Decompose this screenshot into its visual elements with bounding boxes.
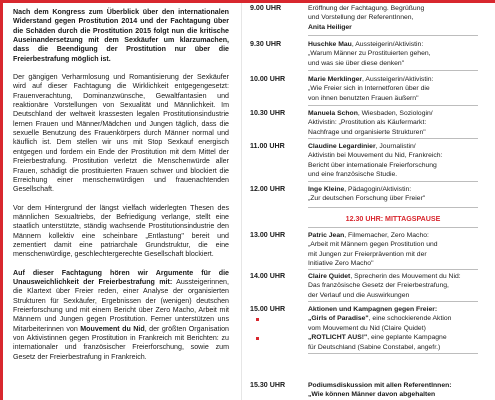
intro-paragraph-1: Der gängigen Verharmlosung und Romantisierung der Sexkäufer wird auf dieser Fachtagung die Wirklichkeit entgegengesetzt: Frauenverachtung, Dominanzwünsche, Gewaltfantasien und reaktionäre Vorstellungen von Sexualität und Männlichkeit. Im Deutschland der weltweit krassesten legalen Prostitutionsindustrie lernen Frauen und Männer/Mädchen und Jungen täglich, dass die sexuelle Benutzung des Frauenkörpers durch Männer normal und käuflich ist. Dem stellen wir uns mit Stop Sexkauf energisch entgegen und fordern ein Ende der Prostitution mit dem Mittel der Freierbestrafung. Prostitution verletzt die Menschenwürde aller Frauen, schädigt die prostituierten Frauen schwer und blockiert die Erreichung einer menschenwürdigen und frauenachtenden Gesellschaft.: [13, 73, 229, 194]
schedule-desc: [308, 75, 493, 103]
schedule-desc: [308, 185, 493, 204]
desc-line: Eröffnung der Fachtagung. Begrüßung: [308, 5, 425, 12]
arguments-body: Aussteigerinnen, die Klartext über Freier reden, einer Analyse der organisierten Strukturen für Sexkäufer, Ergebnissen der (wenigen) deutschen Freierforschung und mit einem Bericht über Zero Macho, Arbeit mit Männern und Jungen gegen Prostitution. Ferner unterstützen uns Mitarbeiterinnen von: [13, 277, 229, 333]
bullet-marker: [256, 337, 259, 340]
schedule-desc: [308, 142, 493, 180]
schedule-desc: [308, 305, 493, 352]
desc-line: Aktivistin bei Mouvement du Nid, Frankreich:: [308, 152, 443, 160]
speaker-name: Inge Kleine: [308, 186, 345, 193]
org-name: Mouvement du Nid: [80, 324, 145, 333]
intro-paragraph-2: Vor dem Hintergrund der längst vielfach widerlegten Thesen des männlichen Sexualtriebs, der Befriedigung verlange, stellt eine staatlich unterstützte, ständig wachsende Prostitutionsindustrie den Männern kollektiv eine scheinbare „Entlastung" bereit und zementiert damit eine patriarchale Grundstruktur, die eine menschenwürdige, geschlechtergerechte Gesellschaft blockiert.: [13, 203, 229, 259]
row-separator: [308, 269, 478, 270]
campaign-desc: , eine schockierende Aktion: [368, 315, 452, 323]
left-accent-stripe: [0, 3, 3, 400]
row-separator: [308, 70, 478, 71]
desc-line: vom Mouvement du Nid (Claire Quidet): [308, 324, 426, 332]
campaign-desc: , eine geplante Kampagne: [367, 334, 447, 342]
desc-line: und Vorstellung der ReferentInnen,: [308, 14, 414, 22]
session-heading: Aktionen und Kampagnen gegen Freier:: [308, 306, 438, 313]
desc-line: und was sie über diese denken": [308, 59, 405, 67]
desc-line: Das französische Gesetz der Freierbestrafung,: [308, 282, 449, 290]
desc-line: Nachfrage und organisierte Strukturen": [308, 128, 426, 136]
speaker-role: , Filmemacher, Zero Macho:: [344, 232, 429, 239]
desc-line: „Wie Freier sich in Internetforen über die: [308, 85, 430, 93]
desc-line: Aktivistin: „Prostitution als Käufermarkt:: [308, 119, 427, 127]
speaker-name: Anita Heiliger: [308, 23, 352, 31]
desc-line: von ihnen benutzten Frauen äußern": [308, 94, 419, 102]
row-separator: [308, 207, 478, 208]
desc-line: Bericht über internationale Freierforschung: [308, 161, 437, 169]
speaker-name: Patric Jean: [308, 232, 345, 239]
desc-line: und eine französische Studie.: [308, 171, 398, 179]
schedule-desc: [308, 109, 493, 137]
speaker-name: Marie Merklinger: [308, 76, 363, 83]
schedule-column: [242, 3, 495, 400]
session-heading: Podiumsdiskussion mit allen ReferentInnen:: [308, 382, 452, 389]
lunch-break: 12.30 UHR: MITTAGSPAUSE: [345, 215, 441, 223]
arguments-tail: , der größten Organisation von Aktivistinnen gegen Prostitution in Frankreich mit Berichten: zu internationaler und französischer Freierforschung, sowie zum Gesetz der Freierbestrafung in Frankreich.: [13, 324, 229, 361]
speaker-name: Claudine Legardinier: [308, 143, 376, 150]
speaker-role: , Aussteigerin/Aktivistin:: [362, 76, 434, 83]
schedule-desc: [308, 4, 493, 32]
desc-line: „Wie können Männer davon abgehalten: [308, 391, 436, 399]
schedule-desc: [308, 381, 493, 400]
schedule-desc: [308, 231, 493, 269]
speaker-role: , Aussteigerin/Aktivistin:: [351, 41, 424, 48]
campaign-title: „Girls of Paradise": [308, 315, 369, 323]
speaker-name: Claire Quidet: [308, 273, 351, 280]
arguments-heading: Auf dieser Fachtagung hören wir Argumente für die Unausweichlichkeit der Freierbestrafung mit:: [13, 268, 229, 286]
schedule-time: 9.00 UHR: [250, 4, 282, 12]
schedule-desc: [308, 272, 493, 300]
row-separator: [308, 353, 478, 354]
intro-lead: Nach dem Kongress zum Überblick über den internationalen Widerstand gegen Prostitution 2014 und der Fachtagung über die Schäden durch die Prostitution 2015 folgt nun die kritische Auseinandersetzung mit dem Sexkäufer um klarzumachen, dass die Beendigung der Prostitution nur über die Freierbestrafung möglich ist.: [13, 8, 229, 63]
desc-line: Initiative Zero Macho": [308, 260, 374, 268]
row-separator: [308, 301, 478, 302]
row-separator: [308, 138, 478, 139]
speaker-role: , Sprecherin des Mouvement du Nid:: [350, 273, 461, 280]
row-separator: [308, 105, 478, 106]
desc-line: „Warum Männer zu Prostituierten gehen,: [308, 50, 431, 58]
schedule-time: 15.00 UHR: [250, 305, 286, 313]
schedule-time: 9.30 UHR: [250, 40, 282, 48]
campaign-title: „ROTLICHT AUS!": [308, 334, 368, 342]
desc-line: der Verlauf und die Auswirkungen: [308, 291, 410, 299]
schedule-time: 13.00 UHR: [250, 231, 286, 239]
intro-text: [13, 8, 229, 371]
row-separator: [308, 227, 478, 228]
desc-line: mit Jungen zur Freierprävention mit der: [308, 250, 427, 258]
row-separator: [308, 181, 478, 182]
speaker-role: , Wiesbaden, Soziologin/: [357, 110, 433, 117]
desc-line: „Zur deutschen Forschung über Freier": [308, 195, 426, 203]
row-separator: [308, 35, 478, 36]
speaker-role: , Pädagogin/Aktivistin:: [344, 186, 412, 193]
desc-line: für Deutschland (Sabine Constabel, angefr.): [308, 343, 441, 351]
schedule-time: 14.00 UHR: [250, 272, 286, 280]
schedule-time: 11.00 UHR: [250, 142, 285, 150]
schedule-time: 15.30 UHR: [250, 381, 286, 389]
schedule-time: 10.00 UHR: [250, 75, 286, 83]
intro-paragraph-3: [13, 269, 229, 362]
schedule-time: 12.00 UHR: [250, 185, 286, 193]
speaker-role: , Journalistin/: [375, 143, 416, 150]
speaker-name: Manuela Schon: [308, 110, 358, 117]
schedule-time: 10.30 UHR: [250, 109, 286, 117]
schedule-desc: [308, 40, 493, 68]
speaker-name: Huschke Mau: [308, 41, 352, 48]
bullet-marker: [256, 318, 259, 321]
desc-line: „Arbeit mit Männern gegen Prostitution und: [308, 241, 438, 249]
